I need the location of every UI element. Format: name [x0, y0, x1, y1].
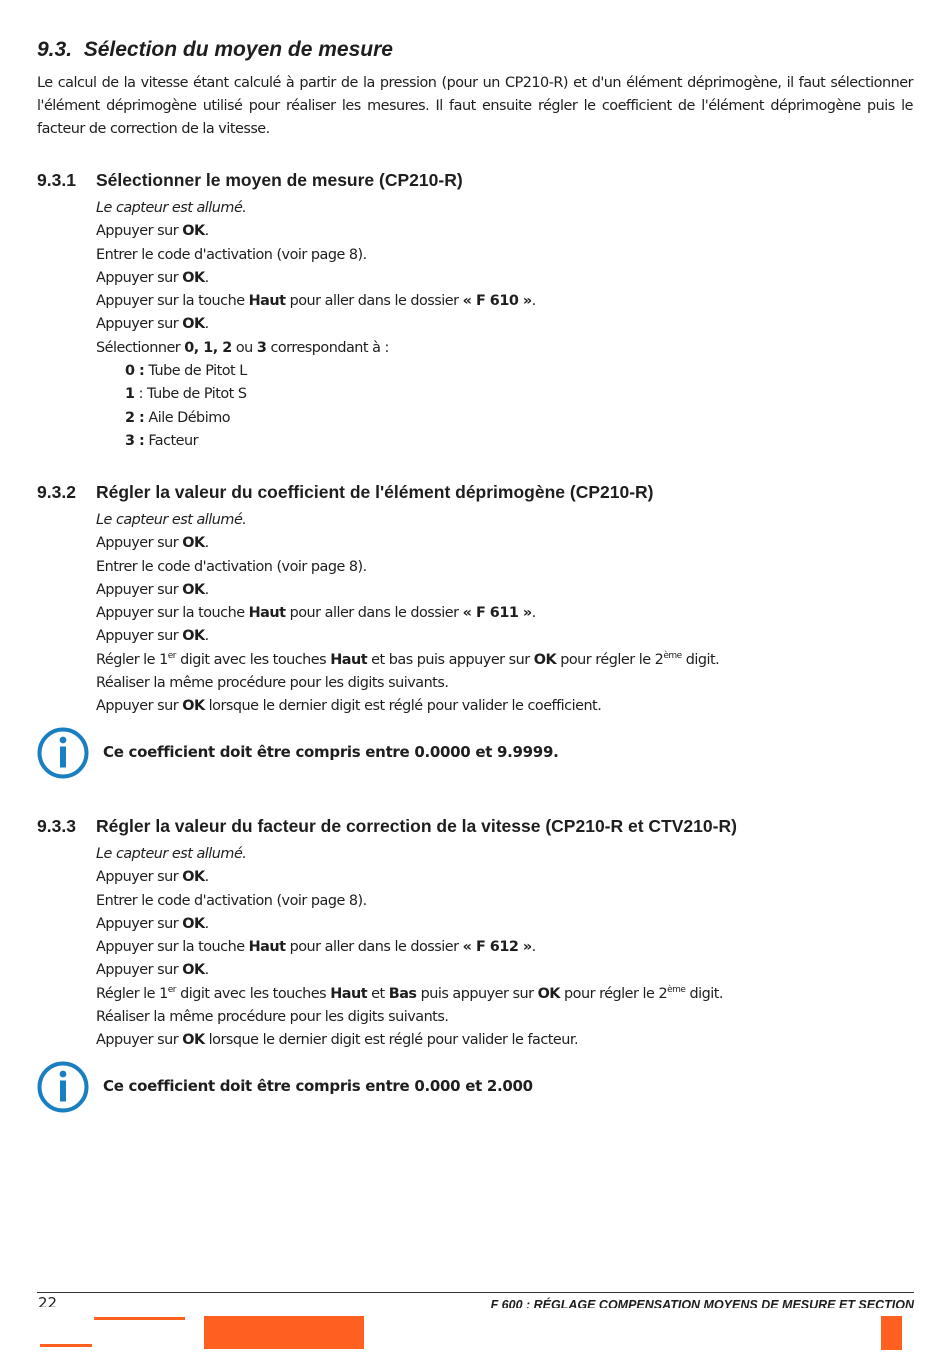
step-set-digit: Régler le 1er digit avec les touches Haut et Bas puis appuyer sur OK pour régler le 2ème digit.	[96, 984, 724, 1002]
steps-9-3-2	[96, 509, 719, 719]
step-press-ok: Appuyer sur OK.	[96, 269, 209, 286]
step-press-ok: Appuyer sur OK.	[96, 962, 209, 979]
step-sensor-on: Le capteur est allumé.	[96, 200, 247, 216]
subsection-title-9-3-1: 9.3.1 Sélectionner le moyen de mesure (CP210-R)	[37, 170, 463, 190]
step-sensor-on: Le capteur est allumé.	[96, 846, 247, 862]
step-enter-code: Entrer le code d'activation (voir page 8).	[96, 892, 367, 909]
step-repeat: Réaliser la même procédure pour les digits suivants.	[96, 1009, 449, 1026]
section-title: 9.3. Sélection du moyen de mesure	[37, 38, 393, 61]
step-press-ok: Appuyer sur OK.	[96, 915, 209, 932]
footer-title: F 600 : RÉGLAGE COMPENSATION MOYENS DE MESURE ET SECTION	[490, 1298, 914, 1308]
step-go-folder: Appuyer sur la touche Haut pour aller dans le dossier « F 610 ».	[96, 293, 536, 310]
step-validate: Appuyer sur OK lorsque le dernier digit est réglé pour valider le facteur.	[96, 1032, 579, 1049]
step-go-folder: Appuyer sur la touche Haut pour aller dans le dossier « F 612 ».	[96, 939, 536, 956]
option-item: 3 : Facteur	[125, 432, 199, 449]
step-set-digit: Régler le 1er digit avec les touches Haut et bas puis appuyer sur OK pour régler le 2ème digit.	[96, 650, 720, 668]
subsection-title-9-3-2: 9.3.2 Régler la valeur du coefficient de l'élément déprimogène (CP210-R)	[37, 482, 654, 502]
option-item: 1 : Tube de Pitot S	[125, 386, 247, 403]
step-select: Sélectionner 0, 1, 2 ou 3 correspondant à :	[96, 339, 389, 356]
info-icon	[37, 1061, 89, 1113]
footer-accent-block	[204, 1316, 364, 1349]
step-enter-code: Entrer le code d'activation (voir page 8).	[96, 246, 367, 263]
option-item: 0 : Tube de Pitot L	[125, 363, 247, 380]
section-intro: Le calcul de la vitesse étant calculé à partir de la pression (pour un CP210-R) et d'un élément déprimogène, il faut sélectionner l'élément déprimogène utilisé pour réaliser les mesures. Il faut ensuite régler le coefficient de l'élément déprimogène puis le facteur de correction de la vitesse.	[37, 75, 913, 137]
note-text: Ce coefficient doit être compris entre 0.0000 et 9.9999.	[103, 743, 559, 761]
footer-accent-line	[94, 1317, 185, 1320]
step-press-ok: Appuyer sur OK.	[96, 628, 209, 645]
step-sensor-on: Le capteur est allumé.	[96, 512, 247, 528]
page-number: 22	[38, 1294, 58, 1307]
step-press-ok: Appuyer sur OK.	[96, 316, 209, 333]
step-press-ok: Appuyer sur OK.	[96, 869, 209, 886]
steps-9-3-3	[96, 843, 723, 1053]
step-enter-code: Entrer le code d'activation (voir page 8).	[96, 558, 367, 575]
step-press-ok: Appuyer sur OK.	[96, 581, 209, 598]
step-press-ok: Appuyer sur OK.	[96, 535, 209, 552]
step-press-ok: Appuyer sur OK.	[96, 223, 209, 240]
info-icon	[37, 727, 89, 779]
steps-9-3-1	[96, 197, 536, 453]
subsection-title-9-3-3: 9.3.3 Régler la valeur du facteur de correction de la vitesse (CP210-R et CTV210-R)	[37, 816, 737, 836]
footer-accent-block	[881, 1316, 902, 1350]
step-validate: Appuyer sur OK lorsque le dernier digit est réglé pour valider le coefficient.	[96, 698, 602, 715]
step-repeat: Réaliser la même procédure pour les digits suivants.	[96, 675, 449, 692]
step-go-folder: Appuyer sur la touche Haut pour aller dans le dossier « F 611 ».	[96, 605, 536, 622]
footer-accent-line	[40, 1344, 92, 1347]
footer-divider	[37, 1292, 914, 1293]
option-item: 2 : Aile Débimo	[125, 409, 231, 426]
note-text: Ce coefficient doit être compris entre 0.000 et 2.000	[103, 1077, 533, 1095]
